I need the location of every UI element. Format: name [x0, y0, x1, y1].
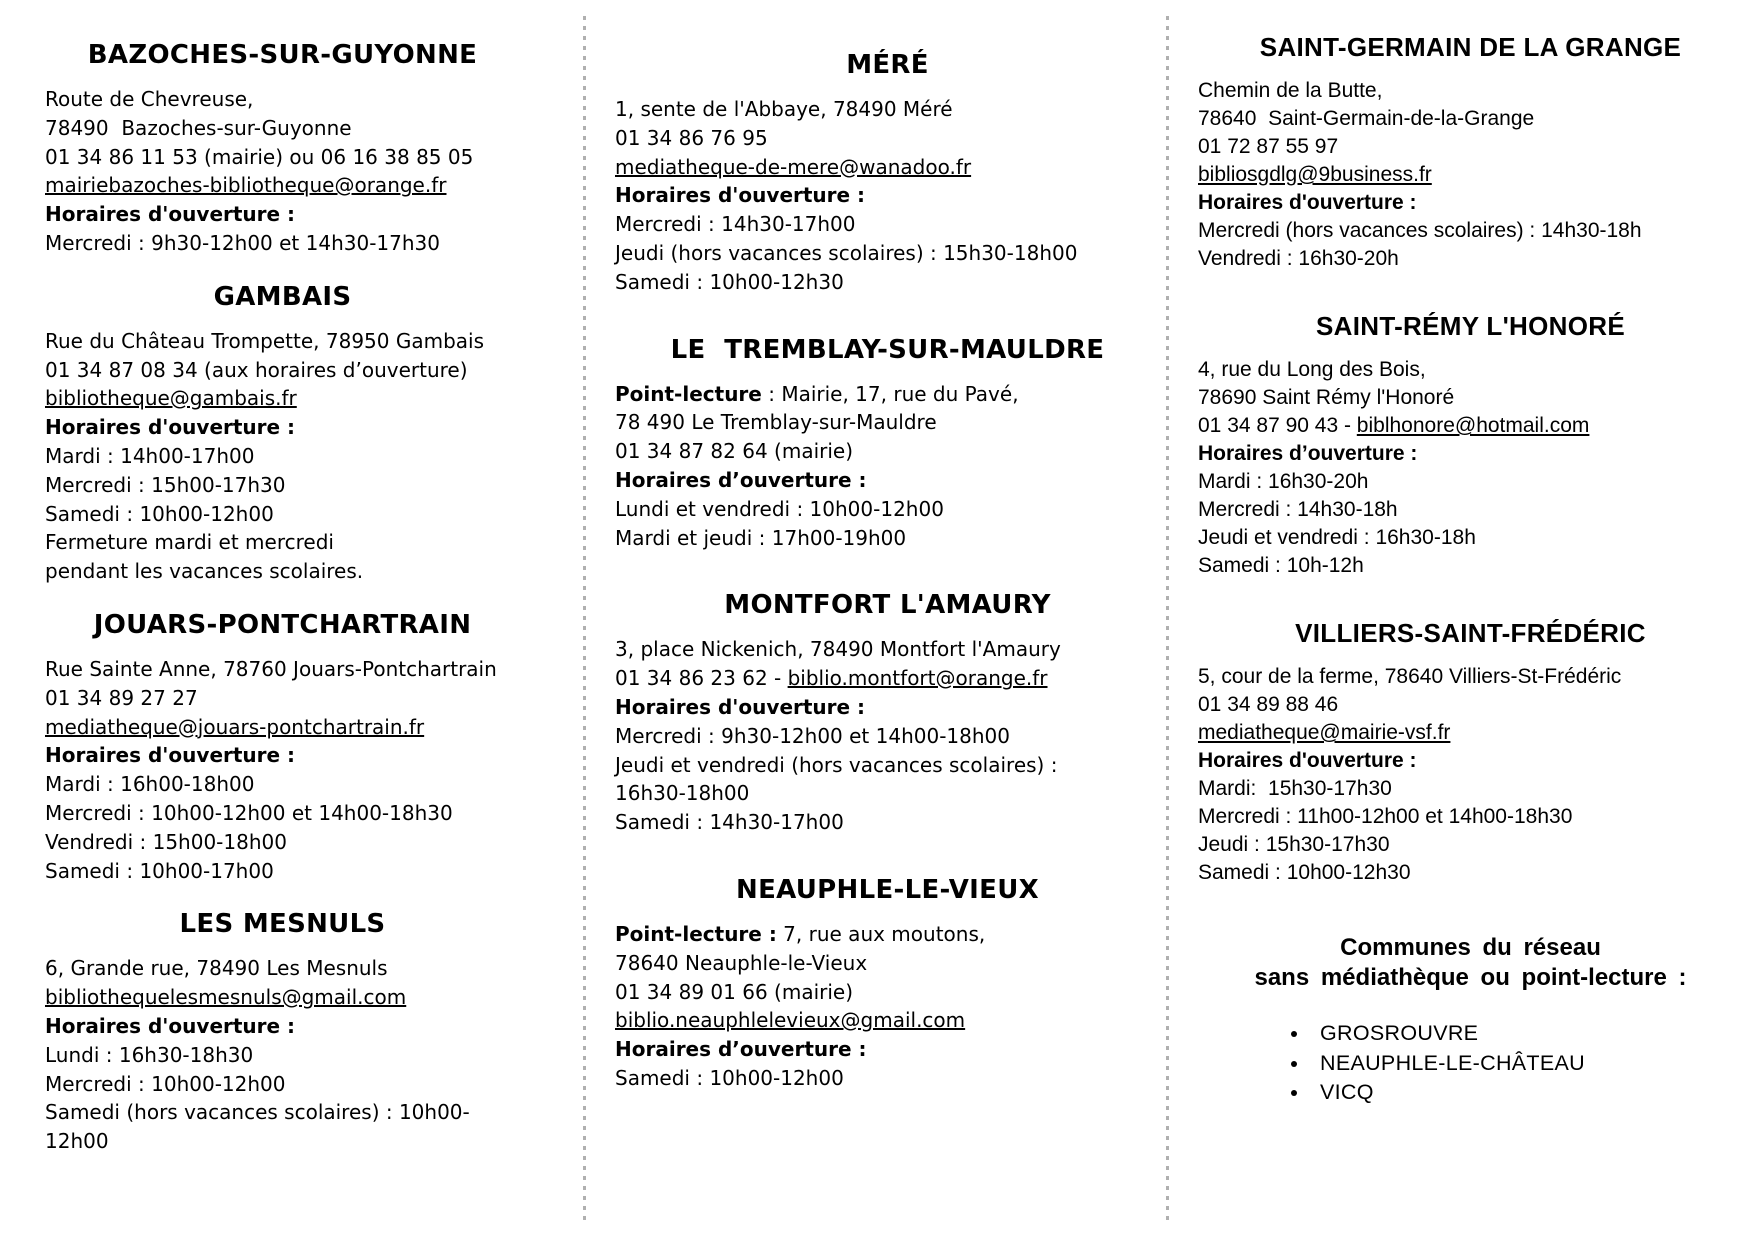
text-span: 01 34 89 88 46 — [1198, 693, 1339, 716]
bold-label: Horaires d'ouverture : — [1198, 749, 1417, 772]
text-line — [615, 408, 1160, 437]
text-line — [1198, 552, 1743, 580]
text-span: 01 34 87 90 43 - — [1198, 414, 1357, 437]
text-line — [1198, 133, 1743, 161]
text-span: Vendredi : 16h30-20h — [1198, 247, 1399, 270]
text-span: pendant les vacances scolaires. — [45, 559, 364, 584]
text-span: Mardi et jeudi : 17h00-19h00 — [615, 525, 907, 550]
text-span: : Mairie, 17, rue du Pavé, — [761, 381, 1019, 406]
text-line — [1198, 831, 1743, 859]
email-link[interactable]: mairiebazoches-bibliotheque@orange.fr — [45, 173, 447, 198]
text-line — [45, 770, 520, 799]
text-span: Samedi : 10h00-12h30 — [615, 269, 844, 294]
section-title: MONTFORT L'AMAURY — [724, 590, 1051, 621]
text-line — [45, 1012, 520, 1041]
email-link[interactable]: bibliotheque@gambais.fr — [45, 386, 297, 411]
text-line — [45, 655, 520, 684]
text-span: 78640 Neauphle-le-Vieux — [615, 950, 868, 975]
bold-label: Point-lecture : — [615, 921, 777, 946]
section-title: JOUARS-PONTCHARTRAIN — [93, 609, 472, 640]
text-line — [45, 171, 520, 200]
section-le-tremblay-sur-mauldre — [615, 335, 1160, 553]
text-span: Samedi : 14h30-17h00 — [615, 810, 844, 835]
text-span: 01 34 86 23 62 - — [615, 666, 788, 691]
text-line — [615, 1006, 1160, 1035]
text-line — [45, 384, 520, 413]
communes-heading-line: sans médiathèque ou point-lecture : — [1254, 964, 1687, 991]
section-title: LES MESNULS — [179, 909, 386, 940]
email-link[interactable]: bibliosgdlg@9business.fr — [1198, 163, 1432, 186]
text-line — [615, 124, 1160, 153]
section-les-mesnuls — [45, 909, 520, 1156]
text-line — [45, 954, 520, 983]
section-montfort-l-amaury — [615, 590, 1160, 837]
text-span: Jeudi et vendredi (hors vacances scolaires) : — [615, 752, 1058, 777]
text-line — [615, 751, 1160, 780]
email-link[interactable]: biblio.montfort@orange.fr — [787, 666, 1048, 691]
text-line — [615, 1035, 1160, 1064]
text-span: 01 34 89 27 27 — [45, 685, 198, 710]
text-span: 6, Grande rue, 78490 Les Mesnuls — [45, 956, 388, 981]
text-span: Fermeture mardi et mercredi — [45, 530, 334, 555]
text-line — [615, 437, 1160, 466]
text-span: Mercredi : 9h30-12h00 et 14h00-18h00 — [615, 723, 1010, 748]
text-span: Samedi : 10h-12h — [1198, 554, 1364, 577]
text-line — [615, 949, 1160, 978]
bold-label: Horaires d'ouverture : — [1198, 191, 1417, 214]
email-link[interactable]: mediatheque@jouars-pontchartrain.fr — [45, 714, 425, 739]
bold-label: Horaires d'ouverture : — [45, 743, 296, 768]
text-line — [45, 114, 520, 143]
text-span: Rue du Château Trompette, 78950 Gambais — [45, 328, 485, 353]
section-neauphle-le-vieux — [615, 875, 1160, 1093]
bold-label: Point-lecture — [615, 381, 762, 406]
text-span: Jeudi : 15h30-17h30 — [1198, 833, 1390, 856]
text-line — [1198, 440, 1743, 468]
text-span: Mercredi : 14h30-18h — [1198, 498, 1398, 521]
text-line — [615, 466, 1160, 495]
text-line — [1198, 775, 1743, 803]
text-line — [1198, 719, 1743, 747]
column-right — [1198, 0, 1743, 1108]
email-link[interactable]: biblhonore@hotmail.com — [1356, 414, 1590, 437]
text-line — [45, 983, 520, 1012]
text-span: Chemin de la Butte, — [1198, 79, 1383, 102]
text-span: Mardi : 16h00-18h00 — [45, 772, 255, 797]
text-line — [1198, 803, 1743, 831]
text-span: 1, sente de l'Abbaye, 78490 Méré — [615, 97, 953, 121]
text-line — [1198, 105, 1743, 133]
section-communes-du-reseau — [1198, 933, 1743, 1108]
email-link[interactable]: bibliothequelesmesnuls@gmail.com — [45, 985, 407, 1010]
text-line — [1198, 468, 1743, 496]
text-span: 78490 Bazoches-sur-Guyonne — [45, 115, 352, 140]
text-line — [45, 713, 520, 742]
text-line — [615, 635, 1160, 664]
commune-item: • VICQ — [1310, 1078, 1743, 1108]
text-span: Mercredi : 14h30-17h00 — [615, 212, 856, 237]
text-span: Samedi : 10h00-12h30 — [1198, 861, 1411, 884]
text-line — [615, 1064, 1160, 1093]
text-line — [45, 413, 520, 442]
column-middle — [615, 0, 1160, 1093]
text-line — [45, 1041, 520, 1070]
text-line — [615, 808, 1160, 837]
commune-item: • NEAUPHLE-LE-CHÂTEAU — [1310, 1049, 1743, 1079]
text-line — [45, 85, 520, 114]
text-span: 01 34 89 01 66 (mairie) — [615, 979, 854, 1004]
text-line — [45, 471, 520, 500]
text-line — [45, 684, 520, 713]
text-span: Rue Sainte Anne, 78760 Jouars-Pontchartrain — [45, 656, 497, 681]
text-line — [45, 828, 520, 857]
section-mere — [615, 50, 1160, 297]
text-span: 01 34 86 11 53 (mairie) ou 06 16 38 85 05 — [45, 144, 474, 169]
text-span: Route de Chevreuse, — [45, 87, 254, 111]
text-line — [1198, 524, 1743, 552]
text-span: 7, rue aux moutons, — [776, 921, 986, 946]
text-line — [1198, 245, 1743, 273]
bold-label: Horaires d'ouverture : — [45, 1013, 296, 1038]
text-line — [615, 779, 1160, 808]
column-divider — [1166, 16, 1169, 1221]
text-span: Jeudi et vendredi : 16h30-18h — [1198, 526, 1476, 549]
text-span: Mercredi (hors vacances scolaires) : 14h30-18h — [1198, 219, 1642, 242]
text-span: Vendredi : 15h00-18h00 — [45, 829, 287, 854]
text-line — [615, 181, 1160, 210]
text-line — [615, 95, 1160, 124]
section-title: VILLIERS-SAINT-FRÉDÉRIC — [1295, 618, 1646, 648]
text-line — [1198, 691, 1743, 719]
section-villiers-saint-frederic — [1198, 618, 1743, 887]
text-span: 78640 Saint-Germain-de-la-Grange — [1198, 107, 1535, 130]
column-divider — [583, 16, 586, 1221]
text-span: 01 34 87 08 34 (aux horaires d’ouverture) — [45, 357, 468, 382]
text-line — [1198, 496, 1743, 524]
text-span: 4, rue du Long des Bois, — [1198, 358, 1426, 381]
bold-label: Horaires d'ouverture : — [615, 694, 866, 719]
text-line — [1198, 384, 1743, 412]
text-line — [45, 799, 520, 828]
text-line — [615, 978, 1160, 1007]
bold-label: Horaires d’ouverture : — [615, 467, 867, 492]
text-line — [45, 442, 520, 471]
section-title: NEAUPHLE-LE-VIEUX — [736, 874, 1039, 905]
bold-label: Horaires d'ouverture : — [615, 183, 866, 208]
bold-label: Horaires d'ouverture : — [45, 415, 296, 440]
section-saint-remy-l-honore — [1198, 311, 1743, 580]
text-line — [45, 500, 520, 529]
text-span: Mardi : 14h00-17h00 — [45, 443, 255, 468]
text-line — [615, 210, 1160, 239]
text-span: Mercredi : 9h30-12h00 et 14h30-17h30 — [45, 230, 440, 255]
email-link[interactable]: mediatheque-de-mere@wanadoo.fr — [615, 154, 972, 179]
text-span: 5, cour de la ferme, 78640 Villiers-St-Frédéric — [1198, 665, 1622, 688]
text-line — [615, 380, 1160, 409]
section-title: SAINT-RÉMY L'HONORÉ — [1316, 311, 1625, 341]
text-line — [45, 1098, 520, 1156]
text-line — [45, 327, 520, 356]
text-span: Lundi et vendredi : 10h00-12h00 — [615, 496, 944, 521]
text-line — [615, 153, 1160, 182]
text-span: 78 490 Le Tremblay-sur-Mauldre — [615, 410, 937, 435]
text-span: 78690 Saint Rémy l'Honoré — [1198, 386, 1455, 409]
text-line — [45, 741, 520, 770]
section-bazoches-sur-guyonne — [45, 40, 520, 258]
text-line — [615, 495, 1160, 524]
text-line — [45, 557, 520, 586]
section-title: MÉRÉ — [846, 50, 929, 80]
bold-label: Horaires d’ouverture : — [615, 1037, 867, 1062]
text-line — [615, 722, 1160, 751]
section-gambais — [45, 282, 520, 586]
section-title: GAMBAIS — [213, 281, 352, 312]
text-span: 3, place Nickenich, 78490 Montfort l'Amaury — [615, 637, 1061, 662]
text-line — [615, 664, 1160, 693]
text-span: 01 34 86 76 95 — [615, 125, 768, 150]
text-line — [45, 143, 520, 172]
bold-label: Horaires d'ouverture : — [45, 202, 296, 227]
text-span: Mercredi : 10h00-12h00 et 14h00-18h30 — [45, 800, 453, 825]
text-span: 01 72 87 55 97 — [1198, 135, 1339, 158]
commune-item: • GROSROUVRE — [1310, 1019, 1743, 1049]
text-line — [45, 229, 520, 258]
text-span: Mardi: 15h30-17h30 — [1198, 777, 1392, 800]
text-span: Mardi : 16h30-20h — [1198, 470, 1369, 493]
text-span: Samedi (hors vacances scolaires) : 10h00-12h00 — [45, 1100, 470, 1154]
column-left — [45, 0, 520, 1156]
text-span: Samedi : 10h00-12h00 — [615, 1065, 844, 1090]
text-line — [45, 528, 520, 557]
email-link[interactable]: biblio.neauphlelevieux@gmail.com — [615, 1008, 966, 1033]
section-title: SAINT-GERMAIN DE LA GRANGE — [1259, 32, 1682, 62]
text-span: Samedi : 10h00-17h00 — [45, 858, 274, 883]
section-jouars-pontchartrain — [45, 610, 520, 885]
text-span: Lundi : 16h30-18h30 — [45, 1042, 254, 1067]
text-line — [1198, 161, 1743, 189]
text-line — [615, 920, 1160, 949]
communes-heading-line: Communes du réseau — [1340, 934, 1601, 961]
text-span: Mercredi : 11h00-12h00 et 14h00-18h30 — [1198, 805, 1573, 828]
section-title: LE TREMBLAY-SUR-MAULDRE — [670, 334, 1105, 365]
text-span: 16h30-18h00 — [615, 781, 750, 806]
email-link[interactable]: mediatheque@mairie-vsf.fr — [1198, 721, 1451, 744]
text-line — [45, 200, 520, 229]
text-line — [45, 356, 520, 385]
section-saint-germain-de-la-grange — [1198, 32, 1743, 273]
text-span: Samedi : 10h00-12h00 — [45, 501, 274, 526]
text-line — [615, 524, 1160, 553]
text-line — [615, 693, 1160, 722]
text-line — [1198, 189, 1743, 217]
text-line — [1198, 859, 1743, 887]
section-title: BAZOCHES-SUR-GUYONNE — [87, 40, 478, 70]
text-line — [615, 268, 1160, 297]
text-line — [1198, 77, 1743, 105]
text-span: 01 34 87 82 64 (mairie) — [615, 439, 854, 464]
text-line — [45, 857, 520, 886]
text-span: Mercredi : 10h00-12h00 — [45, 1071, 286, 1096]
text-line — [1198, 217, 1743, 245]
text-span: Mercredi : 15h00-17h30 — [45, 472, 286, 497]
communes-list — [1198, 1019, 1743, 1108]
bold-label: Horaires d’ouverture : — [1198, 442, 1418, 465]
text-span: Jeudi (hors vacances scolaires) : 15h30-18h00 — [615, 240, 1078, 265]
text-line — [1198, 412, 1743, 440]
text-line — [1198, 356, 1743, 384]
text-line — [1198, 663, 1743, 691]
text-line — [1198, 747, 1743, 775]
text-line — [45, 1070, 520, 1099]
text-line — [615, 239, 1160, 268]
